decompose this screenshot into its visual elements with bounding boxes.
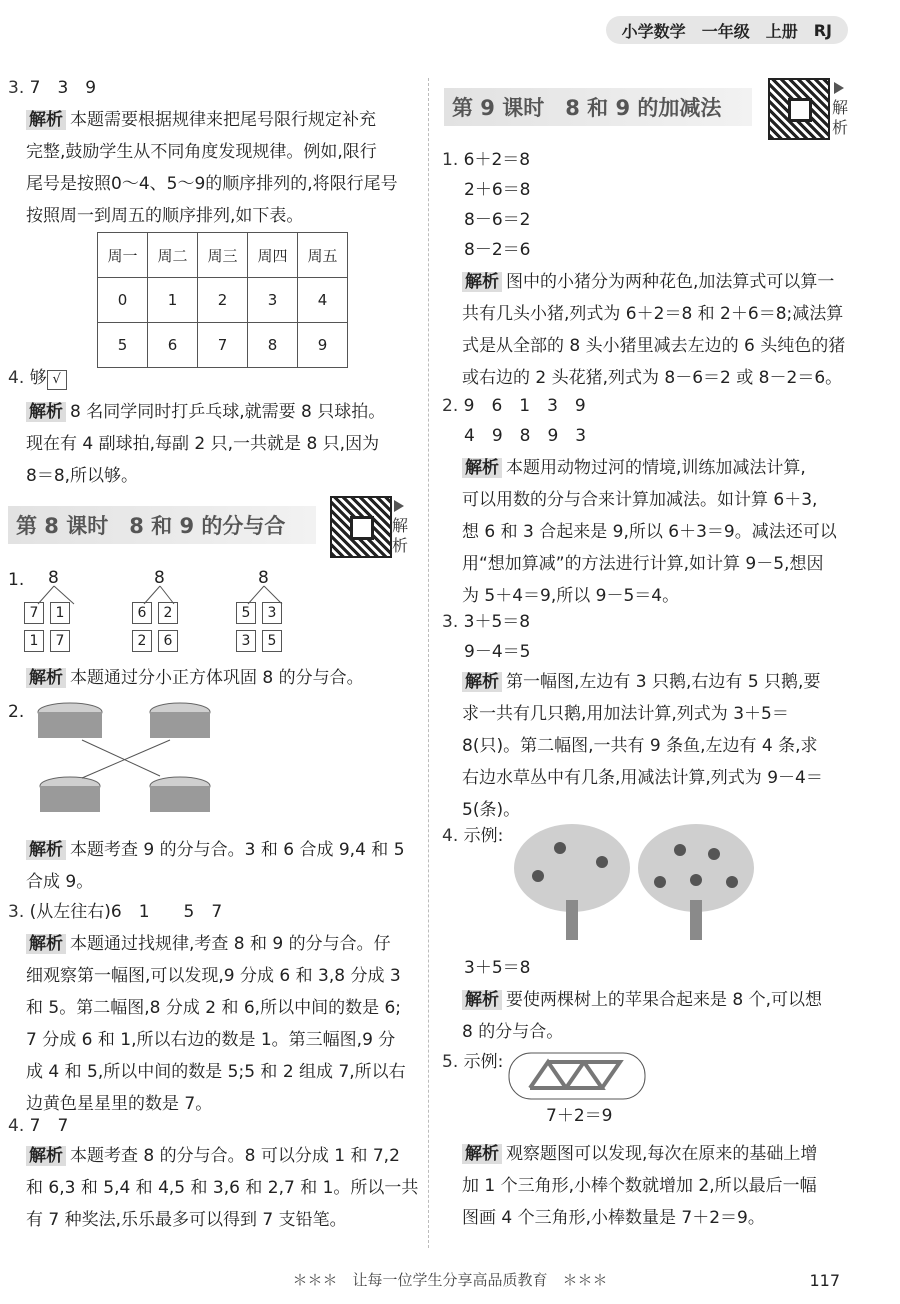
l8-q3-answer: 3. (从左往右)6 1 5 7 xyxy=(8,902,223,922)
plate-number-table xyxy=(97,232,348,368)
matchstick-triangles-illustration xyxy=(508,1052,646,1100)
analysis-label: 解析 xyxy=(462,990,502,1010)
header-volume: 上册 xyxy=(765,21,798,41)
analysis-label: 解析 xyxy=(26,668,66,688)
left-q4-analysis-line: 解析 8 名同学同时打乒乓球,就需要 8 只球拍。 xyxy=(26,400,385,424)
r-q5-equation: 7＋2＝9 xyxy=(546,1106,613,1126)
r-q5-label: 5. 示例: xyxy=(442,1052,504,1072)
r-q1-analysis-line: 解析 图中的小猪分为两种花色,加法算式可以算一 xyxy=(462,270,834,294)
r-q3-line: 3. 3＋5＝8 xyxy=(442,612,531,632)
qr-code-icon[interactable] xyxy=(330,496,392,558)
analysis-label: 解析 xyxy=(26,840,66,860)
group-top-number: 8 xyxy=(48,568,59,588)
r-q2-analysis-line: 用“想加算减”的方法进行计算,如计算 9－5,想因 xyxy=(462,554,824,574)
lesson8-title: 第 8 课时 8 和 9 的分与合 xyxy=(8,506,316,544)
header-subject: 小学数学 xyxy=(621,21,686,41)
l8-q1-num: 1. xyxy=(8,570,25,590)
analysis-label: 解析 xyxy=(26,110,66,130)
analysis-label: 解析 xyxy=(462,272,502,292)
analysis-label: 解析 xyxy=(462,672,502,692)
r-q4-analysis-line: 8 的分与合。 xyxy=(462,1022,564,1042)
r-q2-analysis-line: 解析 本题用动物过河的情境,训练加减法计算, xyxy=(462,456,806,480)
r-q1-analysis-line: 共有几头小猪,列式为 6＋2＝8 和 2＋6＝8;减法算 xyxy=(462,304,844,324)
l8-q3-analysis-line: 解析 本题通过找规律,考查 8 和 9 的分与合。仔 xyxy=(26,932,391,956)
qr-analysis-label: 解析 xyxy=(391,516,408,555)
l8-q4-analysis-line: 和 6,3 和 5,4 和 4,5 和 3,6 和 2,7 和 1。所以一共 xyxy=(26,1178,419,1198)
page-number: 117 xyxy=(809,1271,840,1290)
table-header: 周五 xyxy=(298,233,348,278)
l8-q4-answer: 4. 7 7 xyxy=(8,1116,69,1136)
r-q2-line: 2. 9 6 1 3 9 xyxy=(442,396,586,416)
table-header: 周三 xyxy=(198,233,248,278)
left-q3-analysis-line: 完整,鼓励学生从不同角度发现规律。例如,限行 xyxy=(26,142,377,162)
header-grade: 一年级 xyxy=(701,21,750,41)
qr-code-icon[interactable] xyxy=(768,78,830,140)
l8-q3-analysis-line: 7 分成 6 和 1,所以右边的数是 1。第三幅图,9 分 xyxy=(26,1030,396,1050)
table-header: 周一 xyxy=(98,233,148,278)
l8-q2-analysis-line: 合成 9。 xyxy=(26,872,94,892)
l8-q3-analysis-line: 边黄色星星里的数是 7。 xyxy=(26,1094,213,1114)
left-q3-analysis-line: 按照周一到周五的顺序排列,如下表。 xyxy=(26,206,304,226)
l8-q1-analysis-line: 解析 本题通过分小正方体巩固 8 的分与合。 xyxy=(26,666,364,690)
r-q5-analysis-line: 解析 观察题图可以发现,每次在原来的基础上增 xyxy=(462,1142,817,1166)
r-q1-analysis-line: 式是从全部的 8 头小猪里减去左边的 6 头纯色的猪 xyxy=(462,336,846,356)
table-cell: 9 xyxy=(298,323,348,368)
table-header-row xyxy=(98,233,348,278)
l8-q3-analysis-line: 成 4 和 5,所以中间的数是 5;5 和 2 组成 7,所以右 xyxy=(26,1062,406,1082)
r-q3-analysis-line: 8(只)。第二幅图,一共有 9 条鱼,左边有 4 条,求 xyxy=(462,736,818,756)
l8-q2-analysis-line: 解析 本题考查 9 的分与合。3 和 6 合成 9,4 和 5 xyxy=(26,838,405,862)
left-q4-analysis-line: 8＝8,所以够。 xyxy=(26,466,139,486)
column-divider xyxy=(428,78,429,1248)
left-q4-answer: 4. 够 √ xyxy=(8,366,67,390)
table-cell: 3 xyxy=(248,278,298,323)
play-icon xyxy=(834,82,844,94)
left-q3-answer: 3. 7 3 9 xyxy=(8,78,97,98)
book-header xyxy=(606,16,848,44)
r-q4-analysis-line: 解析 要使两棵树上的苹果合起来是 8 个,可以想 xyxy=(462,988,822,1012)
r-q3-analysis-line: 求一共有几只鹅,用加法计算,列式为 3＋5＝ xyxy=(462,704,789,724)
table-header: 周二 xyxy=(148,233,198,278)
l8-q3-analysis-line: 和 5。第二幅图,8 分成 2 和 6,所以中间的数是 6; xyxy=(26,998,402,1018)
r-q1-analysis-line: 或右边的 2 头花猪,列式为 8－6＝2 或 8－2＝6。 xyxy=(462,368,843,388)
tree-stumps-illustration xyxy=(30,694,230,824)
group-top-number: 8 xyxy=(258,568,269,588)
analysis-label: 解析 xyxy=(26,402,66,422)
l8-q4-analysis-line: 有 7 种奖法,乐乐最多可以得到 7 支铅笔。 xyxy=(26,1210,347,1230)
header-edition: RJ xyxy=(813,20,832,40)
analysis-label: 解析 xyxy=(462,458,502,478)
table-cell: 0 xyxy=(98,278,148,323)
l8-q4-analysis-line: 解析 本题考查 8 的分与合。8 可以分成 1 和 7,2 xyxy=(26,1144,400,1168)
r-q3-line: 9－4＝5 xyxy=(464,642,531,662)
table-cell: 6 xyxy=(148,323,198,368)
r-q1-line: 8－2＝6 xyxy=(464,240,531,260)
table-cell: 7 xyxy=(198,323,248,368)
table-cell: 2 xyxy=(198,278,248,323)
apple-trees-illustration xyxy=(510,820,760,944)
play-icon xyxy=(394,500,404,512)
r-q2-analysis-line: 想 6 和 3 合起来是 9,所以 6＋3＝9。减法还可以 xyxy=(462,522,837,542)
table-row xyxy=(98,278,348,323)
analysis-label: 解析 xyxy=(26,934,66,954)
r-q1-line: 8－6＝2 xyxy=(464,210,531,230)
r-q1-line: 1. 6＋2＝8 xyxy=(442,150,531,170)
footer-slogan: ＊＊＊ 让每一位学生分享高品质教育 ＊＊＊ xyxy=(292,1271,608,1289)
r-q5-analysis-line: 图画 4 个三角形,小棒数量是 7＋2＝9。 xyxy=(462,1208,765,1228)
r-q1-line: 2＋6＝8 xyxy=(464,180,531,200)
r-q2-analysis-line: 为 5＋4＝9,所以 9－5＝4。 xyxy=(462,586,680,606)
left-q3-analysis-line: 尾号是按照0～4、5～9的顺序排列的,将限行尾号 xyxy=(26,174,398,194)
table-row xyxy=(98,323,348,368)
analysis-label: 解析 xyxy=(26,1146,66,1166)
r-q4-label: 4. 示例: xyxy=(442,826,504,846)
lesson9-title: 第 9 课时 8 和 9 的加减法 xyxy=(444,88,752,126)
analysis-label: 解析 xyxy=(462,1144,502,1164)
qr-analysis-label: 解析 xyxy=(831,98,848,137)
table-cell: 4 xyxy=(298,278,348,323)
r-q5-analysis-line: 加 1 个三角形,小棒个数就增加 2,所以最后一幅 xyxy=(462,1176,817,1196)
r-q3-analysis-line: 解析 第一幅图,左边有 3 只鹅,右边有 5 只鹅,要 xyxy=(462,670,820,694)
check-mark-icon: √ xyxy=(47,370,67,390)
decomposition-diagrams: 8 8 8 7 1 1 7 6 2 2 6 5 3 3 5 xyxy=(24,568,304,660)
table-header: 周四 xyxy=(248,233,298,278)
table-cell: 8 xyxy=(248,323,298,368)
group-top-number: 8 xyxy=(154,568,165,588)
r-q2-line: 4 9 8 9 3 xyxy=(464,426,587,446)
r-q4-equation: 3＋5＝8 xyxy=(464,958,531,978)
r-q3-analysis-line: 右边水草丛中有几条,用减法计算,列式为 9－4＝ xyxy=(462,768,823,788)
table-cell: 1 xyxy=(148,278,198,323)
left-q3-analysis-line: 解析 本题需要根据规律来把尾号限行规定补充 xyxy=(26,108,376,132)
left-q4-analysis-line: 现在有 4 副球拍,每副 2 只,一共就是 8 只,因为 xyxy=(26,434,380,454)
table-cell: 5 xyxy=(98,323,148,368)
l8-q3-analysis-line: 细观察第一幅图,可以发现,9 分成 6 和 3,8 分成 3 xyxy=(26,966,401,986)
l8-q2-num: 2. xyxy=(8,702,25,722)
r-q3-analysis-line: 5(条)。 xyxy=(462,800,521,820)
r-q2-analysis-line: 可以用数的分与合来计算加减法。如计算 6＋3, xyxy=(462,490,818,510)
